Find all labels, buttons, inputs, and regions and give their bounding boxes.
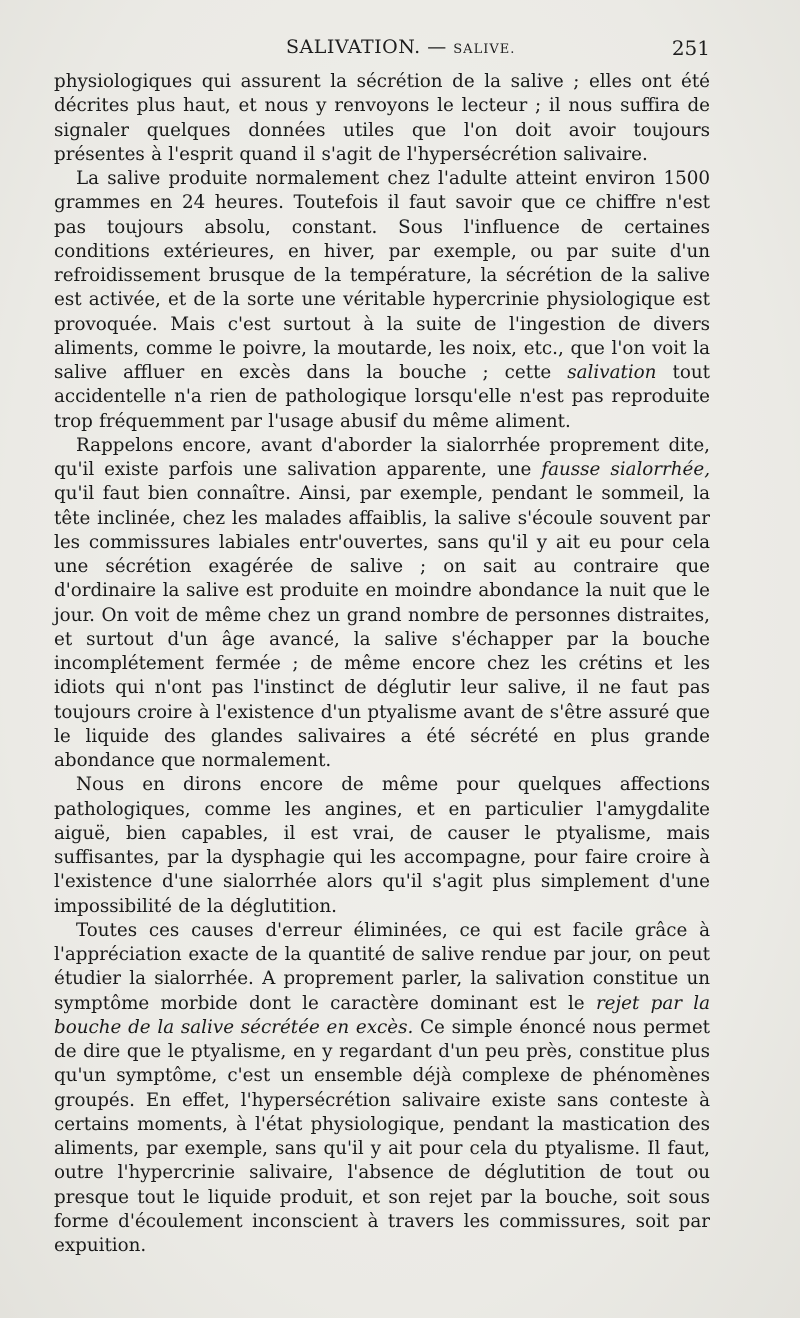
- paragraph-1-text: physiologiques qui assurent la sécrétion de la salive ; elles ont été décrites plus haut, et nous y renvoyons le lecteur ; il nous suffira de signaler quelques données utiles que l'on doit avoir toujours présentes à l'esprit quand il s'agit de l'hypersécrétion salivaire.: [54, 71, 710, 165]
- paragraph-3: [54, 434, 710, 774]
- running-head: [54, 32, 710, 62]
- header-title-sub: SALIVE.: [453, 42, 516, 57]
- header-separator: —: [427, 36, 447, 58]
- paragraph-3-italic: fausse sialorrhée,: [541, 459, 711, 480]
- paragraph-5: [54, 919, 710, 1259]
- paragraph-2-text-after: tout accidentelle n'a rien de pathologique lorsqu'elle n'est pas reproduite trop fréquemment par l'usage abusif du même aliment.: [54, 362, 710, 432]
- paragraph-4-text: Nous en dirons encore de même pour quelques affections pathologiques, comme les angines, et en particulier l'amygdalite aiguë, bien capables, il est vrai, de causer le ptyalisme, mais suffisantes, par la dysphagie qui les accompagne, pour faire croire à l'existence d'une sialorrhée alors qu'il s'agit plus simplement d'une impossibilité de la déglutition.: [54, 774, 710, 917]
- running-title: [286, 36, 515, 58]
- body-text: [54, 70, 710, 1258]
- paragraph-5-italic: rejet par la bouche de la salive sécrétée en excès.: [54, 992, 711, 1038]
- paragraph-4: [54, 773, 710, 919]
- paragraph-1: [54, 70, 710, 167]
- paragraph-3-text-after: qu'il faut bien connaître. Ainsi, par exemple, pendant le sommeil, la tête inclinée, chez les malades affaiblis, la salive s'écoule souvent par les commissures labiales entr'ouvertes, sans qu'il y ait eu pour cela une sécrétion exagérée de salive ; on sait au contraire que d'ordinaire la salive est produite en moindre abondance la nuit que le jour. On voit de même chez un grand nombre de personnes distraites, et surtout d'un âge avancé, la salive s'échapper par la bouche incomplétement fermée ; de même encore chez les crétins et les idiots qui n'ont pas l'instinct de déglutir leur salive, il ne faut pas toujours croire à l'existence d'un ptyalisme avant de s'être assuré que le liquide des glandes salivaires a été sécrété en plus grande abondance que normalement.: [54, 483, 710, 771]
- page-number: 251: [671, 36, 710, 60]
- header-title-main: SALIVATION.: [286, 36, 421, 58]
- paragraph-2: [54, 167, 710, 434]
- paragraph-2-italic: salivation: [567, 362, 657, 383]
- paragraph-3-text: Rappelons encore, avant d'aborder la sialorrhée proprement dite, qu'il existe parfois une salivation apparente, une: [54, 434, 710, 480]
- paragraph-5-text: Toutes ces causes d'erreur éliminées, ce qui est facile grâce à l'appréciation exacte de la quantité de salive rendue par jour, on peut étudier la sialorrhée. A proprement parler, la salivation constitue un symptôme morbide dont le caractère dominant est le: [54, 919, 710, 1014]
- paragraph-5-text-after: Ce simple énoncé nous permet de dire que le ptyalisme, en y regardant d'un peu près, constitue plus qu'un symptôme, c'est un ensemble déjà complexe de phénomènes groupés. En effet, l'hypersécrétion salivaire existe sans conteste à certains moments, à l'état physiologique, pendant la mastication des aliments, par exemple, sans qu'il y ait pour cela du ptyalisme. Il faut, outre l'hypercrinie salivaire, l'absence de déglutition de tout ou presque tout le liquide produit, et son rejet par la bouche, soit sous forme d'écoulement inconscient à travers les commissures, soit par expuition.: [54, 1016, 711, 1256]
- paragraph-2-text: La salive produite normalement chez l'adulte atteint environ 1500 grammes en 24 heures. Toutefois il faut savoir que ce chiffre n'est pas toujours absolu, constant. Sous l'influence de certaines conditions extérieures, en hiver, par exemple, ou par suite d'un refroidissement brusque de la température, la sécrétion de la salive est activée, et de la sorte une véritable hypercrinie physiologique est provoquée. Mais c'est surtout à la suite de l'ingestion de divers aliments, comme le poivre, la moutarde, les noix, etc., que l'on voit la salive affluer en excès dans la bouche ; cette: [54, 168, 710, 383]
